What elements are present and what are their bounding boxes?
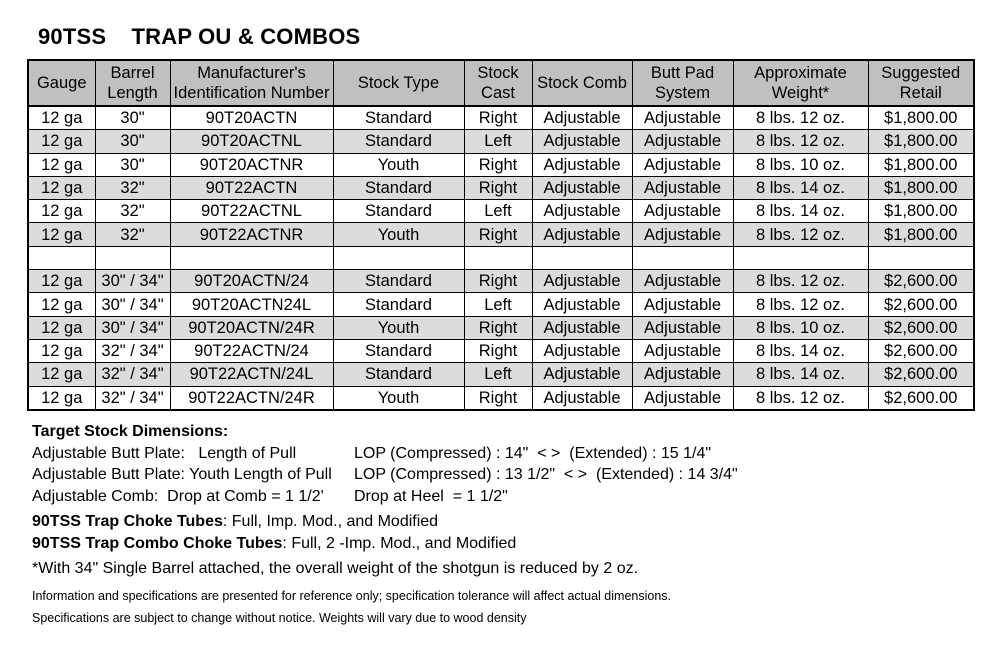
cell-stock-comb	[532, 246, 632, 269]
cell-barrel-length	[95, 246, 170, 269]
cell-stock-comb: Adjustable	[532, 223, 632, 246]
cell-retail: $2,600.00	[868, 270, 974, 293]
lop-label: Adjustable Butt Plate: Length of Pull	[32, 444, 297, 462]
comb-row	[32, 486, 738, 508]
col-header-weight: Approximate Weight*	[733, 60, 868, 106]
table-row	[28, 293, 974, 316]
choke-tubes-row	[32, 511, 738, 533]
col-header-stock-comb: Stock Comb	[532, 60, 632, 106]
cell-butt-pad: Adjustable	[632, 339, 733, 362]
cell-barrel-length: 30"	[95, 106, 170, 130]
cell-weight: 8 lbs. 10 oz.	[733, 153, 868, 176]
notes-section	[32, 421, 738, 580]
cell-butt-pad: Adjustable	[632, 130, 733, 153]
cell-gauge: 12 ga	[28, 363, 95, 386]
cell-stock-comb: Adjustable	[532, 316, 632, 339]
cell-stock-type: Youth	[333, 316, 464, 339]
choke-tubes-value: : Full, Imp. Mod., and Modified	[222, 513, 439, 530]
cell-stock-type: Youth	[333, 386, 464, 410]
cell-id-number: 90T22ACTNL	[170, 200, 333, 223]
cell-retail: $2,600.00	[868, 293, 974, 316]
cell-stock-type: Standard	[333, 363, 464, 386]
page-title: 90TSS TRAP OU & COMBOS	[38, 24, 361, 49]
table-row	[28, 176, 974, 199]
cell-id-number: 90T20ACTN	[170, 106, 333, 130]
choke-tubes-label: 90TSS Trap Choke Tubes	[32, 513, 223, 530]
cell-butt-pad: Adjustable	[632, 153, 733, 176]
table-row	[28, 130, 974, 153]
table-row	[28, 339, 974, 362]
cell-retail: $1,800.00	[868, 106, 974, 130]
cell-barrel-length: 30" / 34"	[95, 270, 170, 293]
cell-weight: 8 lbs. 10 oz.	[733, 316, 868, 339]
table-row	[28, 386, 974, 410]
cell-stock-type: Standard	[333, 339, 464, 362]
cell-butt-pad: Adjustable	[632, 363, 733, 386]
cell-retail: $1,800.00	[868, 200, 974, 223]
cell-stock-comb: Adjustable	[532, 153, 632, 176]
cell-id-number: 90T20ACTN/24R	[170, 316, 333, 339]
cell-gauge: 12 ga	[28, 386, 95, 410]
cell-id-number: 90T22ACTN/24L	[170, 363, 333, 386]
col-header-stock-type: Stock Type	[333, 60, 464, 106]
lop-row	[32, 443, 738, 465]
cell-barrel-length: 32" / 34"	[95, 386, 170, 410]
cell-stock-type: Standard	[333, 176, 464, 199]
cell-stock-cast: Right	[464, 153, 532, 176]
cell-stock-cast: Left	[464, 363, 532, 386]
cell-id-number	[170, 246, 333, 269]
table-row	[28, 106, 974, 130]
cell-stock-type: Standard	[333, 106, 464, 130]
cell-stock-comb: Adjustable	[532, 386, 632, 410]
weight-footnote: *With 34" Single Barrel attached, the overall weight of the shotgun is reduced by 2 oz.	[32, 560, 639, 577]
cell-stock-type: Standard	[333, 293, 464, 316]
cell-retail: $2,600.00	[868, 316, 974, 339]
cell-id-number: 90T22ACTN	[170, 176, 333, 199]
disclaimer-change-notice: Specifications are subject to change without notice. Weights will vary due to wood density	[32, 611, 527, 625]
cell-barrel-length: 32" / 34"	[95, 363, 170, 386]
cell-barrel-length: 32" / 34"	[95, 339, 170, 362]
youth-lop-label: Adjustable Butt Plate: Youth Length of Pull	[32, 466, 332, 483]
cell-id-number: 90T20ACTNR	[170, 153, 333, 176]
combo-choke-value: : Full, 2 -Imp. Mod., and Modified	[282, 534, 517, 552]
cell-stock-cast: Right	[464, 270, 532, 293]
cell-butt-pad: Adjustable	[632, 106, 733, 130]
cell-stock-type: Standard	[333, 200, 464, 223]
cell-weight: 8 lbs. 12 oz.	[733, 386, 868, 410]
cell-retail	[868, 246, 974, 269]
cell-butt-pad: Adjustable	[632, 270, 733, 293]
cell-stock-comb: Adjustable	[532, 106, 632, 130]
cell-weight: 8 lbs. 12 oz.	[733, 130, 868, 153]
table-header-row	[28, 60, 974, 106]
cell-stock-comb: Adjustable	[532, 200, 632, 223]
cell-stock-cast: Left	[464, 130, 532, 153]
table-row	[28, 316, 974, 339]
cell-butt-pad: Adjustable	[632, 200, 733, 223]
cell-weight: 8 lbs. 14 oz.	[733, 176, 868, 199]
youth-lop-row	[32, 464, 738, 486]
cell-id-number: 90T22ACTN/24R	[170, 386, 333, 410]
combo-choke-label: 90TSS Trap Combo Choke Tubes	[32, 534, 283, 552]
table-row	[28, 270, 974, 293]
col-header-barrel-length: Barrel Length	[95, 60, 170, 106]
cell-barrel-length: 30"	[95, 130, 170, 153]
cell-stock-comb: Adjustable	[532, 176, 632, 199]
cell-stock-type: Youth	[333, 223, 464, 246]
table-row	[28, 223, 974, 246]
cell-weight: 8 lbs. 14 oz.	[733, 200, 868, 223]
table-row	[28, 363, 974, 386]
cell-stock-comb: Adjustable	[532, 130, 632, 153]
cell-gauge: 12 ga	[28, 316, 95, 339]
cell-stock-cast: Right	[464, 339, 532, 362]
cell-stock-cast: Right	[464, 176, 532, 199]
cell-stock-cast: Left	[464, 200, 532, 223]
cell-stock-comb: Adjustable	[532, 270, 632, 293]
cell-barrel-length: 32"	[95, 223, 170, 246]
cell-stock-cast: Right	[464, 386, 532, 410]
cell-butt-pad: Adjustable	[632, 223, 733, 246]
notes-heading: Target Stock Dimensions:	[32, 423, 229, 440]
cell-barrel-length: 30"	[95, 153, 170, 176]
cell-stock-type	[333, 246, 464, 269]
cell-retail: $2,600.00	[868, 386, 974, 410]
cell-butt-pad	[632, 246, 733, 269]
cell-retail: $1,800.00	[868, 153, 974, 176]
cell-retail: $2,600.00	[868, 363, 974, 386]
cell-weight: 8 lbs. 12 oz.	[733, 106, 868, 130]
spec-table	[27, 59, 975, 411]
cell-gauge: 12 ga	[28, 153, 95, 176]
cell-weight: 8 lbs. 14 oz.	[733, 339, 868, 362]
cell-butt-pad: Adjustable	[632, 386, 733, 410]
cell-stock-cast: Right	[464, 316, 532, 339]
cell-id-number: 90T20ACTN/24	[170, 270, 333, 293]
col-header-butt-pad: Butt Pad System	[632, 60, 733, 106]
youth-lop-value: LOP (Compressed) : 13 1/2" < > (Extended) : 14 3/4"	[354, 466, 738, 483]
cell-butt-pad: Adjustable	[632, 293, 733, 316]
cell-stock-cast	[464, 246, 532, 269]
comb-label: Adjustable Comb: Drop at Comb = 1 1/2'	[32, 487, 324, 505]
cell-gauge: 12 ga	[28, 200, 95, 223]
cell-stock-comb: Adjustable	[532, 293, 632, 316]
cell-gauge: 12 ga	[28, 339, 95, 362]
cell-stock-comb: Adjustable	[532, 363, 632, 386]
cell-weight: 8 lbs. 12 oz.	[733, 293, 868, 316]
col-header-retail: Suggested Retail	[868, 60, 974, 106]
cell-retail: $1,800.00	[868, 223, 974, 246]
combo-choke-row	[32, 533, 738, 555]
cell-gauge: 12 ga	[28, 223, 95, 246]
disclaimer-reference: Information and specifications are presented for reference only; specification tolerance will affect actual dimensions.	[32, 589, 672, 603]
cell-stock-cast: Right	[464, 223, 532, 246]
table-spacer-row	[28, 246, 974, 269]
cell-id-number: 90T20ACTN24L	[170, 293, 333, 316]
cell-id-number: 90T20ACTNL	[170, 130, 333, 153]
cell-retail: $2,600.00	[868, 339, 974, 362]
cell-weight: 8 lbs. 12 oz.	[733, 270, 868, 293]
col-header-stock-cast: Stock Cast	[464, 60, 532, 106]
cell-stock-type: Standard	[333, 130, 464, 153]
table-body	[28, 106, 974, 410]
cell-gauge: 12 ga	[28, 270, 95, 293]
cell-gauge: 12 ga	[28, 106, 95, 130]
cell-stock-type: Youth	[333, 153, 464, 176]
comb-value: Drop at Heel = 1 1/2"	[354, 487, 508, 505]
cell-butt-pad: Adjustable	[632, 316, 733, 339]
cell-gauge: 12 ga	[28, 176, 95, 199]
table-row	[28, 200, 974, 223]
cell-weight	[733, 246, 868, 269]
cell-gauge	[28, 246, 95, 269]
cell-barrel-length: 32"	[95, 200, 170, 223]
cell-id-number: 90T22ACTNR	[170, 223, 333, 246]
table-row	[28, 153, 974, 176]
cell-weight: 8 lbs. 14 oz.	[733, 363, 868, 386]
col-header-gauge: Gauge	[28, 60, 95, 106]
cell-stock-cast: Left	[464, 293, 532, 316]
cell-gauge: 12 ga	[28, 293, 95, 316]
col-header-id-number: Manufacturer's Identification Number	[170, 60, 333, 106]
lop-value: LOP (Compressed) : 14" < > (Extended) : 15 1/4"	[354, 444, 712, 462]
cell-barrel-length: 30" / 34"	[95, 316, 170, 339]
cell-id-number: 90T22ACTN/24	[170, 339, 333, 362]
cell-stock-cast: Right	[464, 106, 532, 130]
cell-gauge: 12 ga	[28, 130, 95, 153]
cell-butt-pad: Adjustable	[632, 176, 733, 199]
cell-stock-comb: Adjustable	[532, 339, 632, 362]
cell-stock-type: Standard	[333, 270, 464, 293]
cell-retail: $1,800.00	[868, 130, 974, 153]
cell-barrel-length: 30" / 34"	[95, 293, 170, 316]
cell-barrel-length: 32"	[95, 176, 170, 199]
cell-retail: $1,800.00	[868, 176, 974, 199]
cell-weight: 8 lbs. 12 oz.	[733, 223, 868, 246]
